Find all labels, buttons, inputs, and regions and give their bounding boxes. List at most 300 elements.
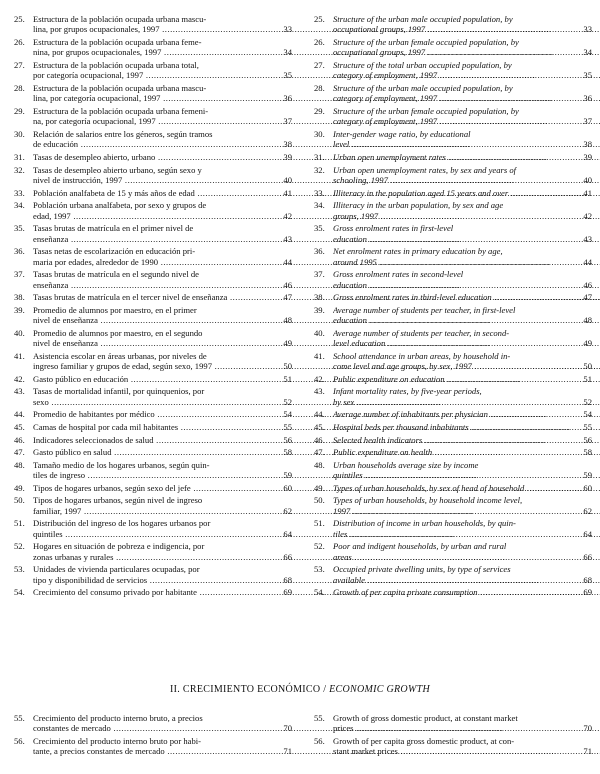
toc-entry xyxy=(314,386,592,407)
entry-page-number: 43 xyxy=(583,233,592,244)
entry-page-number: 54 xyxy=(583,409,592,420)
entry-number: 26. xyxy=(314,37,325,47)
entry-title xyxy=(333,713,600,734)
entry-page-number: 58 xyxy=(583,447,592,458)
toc-column-spanish-growth xyxy=(14,713,292,759)
entry-title xyxy=(333,223,600,244)
toc-entry xyxy=(314,188,592,198)
entry-number: 36. xyxy=(314,246,325,257)
toc-entry xyxy=(14,495,292,516)
entry-page-number: 58 xyxy=(283,447,292,458)
entry-page-number: 47 xyxy=(283,292,292,303)
entry-page-number: 64 xyxy=(583,528,592,539)
entry-number: 33. xyxy=(14,187,25,198)
entry-page-number: 68 xyxy=(283,574,292,585)
toc-column-english-growth xyxy=(314,713,592,759)
toc-entry xyxy=(314,37,592,58)
entry-title-line: prices ..... xyxy=(333,723,600,733)
entry-number: 42. xyxy=(314,373,325,384)
entry-title-line: edad, 1997 ..... xyxy=(33,211,463,221)
entry-title xyxy=(333,447,600,457)
entry-page-number: 70 xyxy=(583,723,592,734)
toc-entry xyxy=(314,305,592,326)
toc-entry xyxy=(14,713,292,734)
entry-page-number: 54 xyxy=(283,409,292,420)
entry-page-number: 71 xyxy=(583,746,592,757)
toc-entry xyxy=(14,564,292,585)
toc-entry xyxy=(314,14,592,35)
entry-title-line: Tasas brutas de matrícula en el primer nivel de xyxy=(33,223,194,234)
entry-title-line: Población analfabeta de 15 y más años de edad ..... xyxy=(33,188,587,198)
entry-title-line: enseñanza ..... xyxy=(33,234,460,244)
entry-title-line: Gross enrolment rates in second-level xyxy=(333,269,464,280)
entry-title xyxy=(333,351,600,372)
entry-title-line: Public expenditure on health ..... xyxy=(333,447,600,457)
entry-number: 47. xyxy=(314,447,325,458)
toc-entry xyxy=(314,165,592,186)
entry-page-number: 42 xyxy=(583,210,592,221)
entry-title-line: Inter-gender wage ratio, by educational xyxy=(333,129,471,139)
toc-entry xyxy=(14,106,292,127)
entry-number: 52. xyxy=(14,541,25,552)
entry-title-line: lina, por grupos ocupacionales, 1997 ..... xyxy=(33,24,551,34)
entry-title-line: Growth of per capita private consumption ..... xyxy=(333,587,600,597)
entry-number: 34. xyxy=(14,200,25,211)
entry-title-line: tipo y disponibilidad de servicios ..... xyxy=(33,575,539,585)
entry-page-number: 37 xyxy=(583,116,592,127)
entry-title-line: Average number of inhabitants per physician ..... xyxy=(333,409,600,419)
entry-title-line: Urban households average size by income xyxy=(333,459,479,470)
entry-title xyxy=(333,564,600,585)
entry-number: 42. xyxy=(14,373,25,384)
entry-page-number: 66 xyxy=(283,551,292,562)
entry-title-line: Public expenditure on education ..... xyxy=(333,374,600,384)
entry-page-number: 43 xyxy=(283,233,292,244)
toc-column-english xyxy=(314,14,592,600)
entry-page-number: 44 xyxy=(583,256,592,267)
entry-title-line: Distribution of income in urban households, by quin- xyxy=(333,518,516,529)
entry-title-line: Tasas brutas de matrícula en el tercer nivel de enseñanza ..... xyxy=(33,292,600,302)
entry-page-number: 62 xyxy=(283,505,292,516)
entry-title-line: Growth of gross domestic product, at constant market xyxy=(333,713,518,723)
toc-entry xyxy=(14,37,292,58)
entry-title xyxy=(333,292,600,302)
entry-number: 45. xyxy=(314,421,325,432)
entry-title-line: Tamaño medio de los hogares urbanos, según quin- xyxy=(33,459,210,470)
entry-title-line: by sex ..... xyxy=(333,397,600,407)
entry-page-number: 70 xyxy=(283,723,292,734)
entry-number: 36. xyxy=(14,246,25,257)
entry-title-line: Tasas de desempleo abierto, urbano ..... xyxy=(33,152,547,162)
entry-title-line: Illiteracy in the population aged 15 years and over ..... xyxy=(333,188,600,198)
entry-title-line: stant market prices ..... xyxy=(333,746,600,756)
entry-title xyxy=(333,541,600,562)
entry-page-number: 59 xyxy=(583,470,592,481)
entry-title-line: category of employment, 1997 ..... xyxy=(333,93,600,103)
entry-number: 34. xyxy=(314,200,325,211)
entry-number: 30. xyxy=(14,129,25,139)
entry-title xyxy=(333,736,600,757)
entry-title xyxy=(333,14,600,35)
entry-title-line: Indicadores seleccionados de salud ..... xyxy=(33,435,545,445)
entry-number: 38. xyxy=(314,292,325,303)
entry-page-number: 59 xyxy=(283,470,292,481)
entry-page-number: 34 xyxy=(283,47,292,58)
entry-number: 37. xyxy=(14,269,25,280)
entry-title-line: Gross enrolment rates in first-level xyxy=(333,223,454,234)
entry-title-line: constantes de mercado ..... xyxy=(33,723,503,733)
entry-number: 54. xyxy=(314,587,325,598)
entry-page-number: 60 xyxy=(283,482,292,493)
entry-title-line: Tasas netas de escolarización en educación pri- xyxy=(33,246,196,257)
entry-title-line: nina, por grupos ocupacionales, 1997 ..... xyxy=(33,47,553,57)
toc-column-spanish xyxy=(14,14,292,600)
entry-page-number: 40 xyxy=(283,175,292,185)
entry-title xyxy=(333,188,600,198)
entry-page-number: 33 xyxy=(583,24,592,35)
entry-title-line: education ..... xyxy=(333,315,600,325)
entry-title-line: quintiles ..... xyxy=(33,529,455,539)
entry-title-line: School attendance in urban areas, by household in- xyxy=(333,350,511,361)
entry-number: 43. xyxy=(314,386,325,397)
entry-number: 48. xyxy=(14,459,25,470)
entry-title-line: Structure of the urban male occupied population, by xyxy=(333,83,513,93)
toc-entry xyxy=(314,246,592,267)
entry-title-line: Crecimiento del producto interno bruto por habi- xyxy=(33,736,202,746)
toc-entry xyxy=(314,460,592,481)
entry-title-line: Asistencia escolar en áreas urbanas, por niveles de xyxy=(33,350,207,361)
entry-page-number: 50 xyxy=(283,361,292,372)
entry-number: 29. xyxy=(314,106,325,116)
entry-page-number: 37 xyxy=(283,116,292,127)
toc-entry xyxy=(14,60,292,81)
entry-title-line: Estructura de la población ocupada urbana mascu- xyxy=(33,14,207,24)
entry-title xyxy=(333,483,600,493)
entry-number: 25. xyxy=(14,14,25,24)
entry-title xyxy=(333,518,600,539)
entry-page-number: 66 xyxy=(583,551,592,562)
entry-number: 27. xyxy=(14,60,25,70)
toc-entry xyxy=(314,328,592,349)
entry-title-line: groups, 1997 ..... xyxy=(333,211,600,221)
entry-title xyxy=(333,152,600,162)
entry-title-line: sexo ..... xyxy=(33,397,441,407)
entry-number: 32. xyxy=(14,164,25,175)
section-title-es: II. CRECIMIENTO ECONÓMICO xyxy=(170,684,321,695)
entry-page-number: 55 xyxy=(583,421,592,432)
entry-number: 38. xyxy=(14,292,25,303)
entry-title-line: Distribución del ingreso de los hogares urbanos por xyxy=(33,518,211,529)
entry-title xyxy=(333,269,600,290)
toc-entry xyxy=(14,518,292,539)
entry-number: 44. xyxy=(314,409,325,420)
toc-entry xyxy=(14,422,292,432)
entry-title-line: Estructura de la población ocupada urbana mascu- xyxy=(33,83,207,93)
toc-entry xyxy=(14,483,292,493)
entry-title-line: available ..... xyxy=(333,575,600,585)
entry-number: 56. xyxy=(14,736,25,746)
entry-number: 35. xyxy=(314,223,325,234)
toc-entry xyxy=(14,587,292,597)
entry-page-number: 38 xyxy=(583,139,592,150)
entry-title xyxy=(333,305,600,326)
entry-page-number: 41 xyxy=(583,187,592,198)
entry-page-number: 69 xyxy=(283,587,292,598)
entry-page-number: 34 xyxy=(583,47,592,58)
entry-title-line: level ..... xyxy=(333,139,600,149)
entry-title-line: na, por categoría ocupacional, 1997 ..... xyxy=(33,116,548,126)
entry-number: 28. xyxy=(14,83,25,93)
toc-entry xyxy=(14,129,292,150)
toc-entry xyxy=(14,541,292,562)
toc-entry xyxy=(314,83,592,104)
toc-entry xyxy=(314,495,592,516)
entry-page-number: 51 xyxy=(583,373,592,384)
toc-entry xyxy=(14,246,292,267)
entry-title-line: occupational groups, 1997 ..... xyxy=(333,24,600,34)
toc-entry xyxy=(14,223,292,244)
entry-number: 54. xyxy=(14,587,25,598)
entry-page-number: 38 xyxy=(283,139,292,150)
entry-page-number: 52 xyxy=(583,396,592,407)
entry-page-number: 56 xyxy=(583,434,592,445)
entry-number: 44. xyxy=(14,409,25,420)
entry-number: 50. xyxy=(14,495,25,506)
entry-title xyxy=(333,246,600,267)
toc-entry xyxy=(314,60,592,81)
toc-entry xyxy=(314,152,592,162)
entry-title-line: Crecimiento del consumo privado por habitante ..... xyxy=(33,587,589,597)
entry-title-line: level education ..... xyxy=(333,338,600,348)
entry-page-number: 52 xyxy=(283,396,292,407)
toc-entry xyxy=(14,83,292,104)
toc-entry xyxy=(314,587,592,597)
entry-number: 51. xyxy=(14,518,25,529)
entry-title xyxy=(333,129,600,150)
toc-entry xyxy=(314,351,592,372)
entry-title xyxy=(333,106,600,127)
entry-title xyxy=(333,165,600,186)
entry-title xyxy=(333,386,600,407)
entry-number: 45. xyxy=(14,421,25,432)
entry-number: 43. xyxy=(14,386,25,397)
entry-number: 46. xyxy=(314,434,325,445)
entry-number: 37. xyxy=(314,269,325,280)
entry-number: 30. xyxy=(314,129,325,139)
entry-title-line: tante, a precios constantes de mercado ..... xyxy=(33,746,557,756)
entry-title-line: areas ..... xyxy=(333,552,600,562)
entry-page-number: 69 xyxy=(583,587,592,598)
entry-page-number: 33 xyxy=(283,24,292,35)
entry-number: 40. xyxy=(14,327,25,338)
entry-number: 53. xyxy=(314,564,325,575)
entry-title-line: 1997 ..... xyxy=(333,506,600,516)
toc-entry xyxy=(14,351,292,372)
entry-number: 56. xyxy=(314,736,325,746)
toc-entry xyxy=(314,447,592,457)
entry-page-number: 36 xyxy=(583,93,592,104)
entry-title-line: Occupied private dwelling units, by type of services xyxy=(333,564,511,575)
entry-page-number: 39 xyxy=(583,152,592,162)
entry-title-line: schooling, 1997 ..... xyxy=(333,175,600,185)
entry-title-line: Unidades de vivienda particulares ocupadas, por xyxy=(33,564,200,575)
entry-title-line: Tasas de mortalidad infantil, por quinquenios, por xyxy=(33,386,205,397)
entry-title xyxy=(333,328,600,349)
toc-entry xyxy=(314,269,592,290)
entry-number: 40. xyxy=(314,327,325,338)
entry-title-line: maria por edades, alrededor de 1990 ..... xyxy=(33,257,550,267)
toc-entry xyxy=(314,518,592,539)
toc-entry xyxy=(14,305,292,326)
entry-number: 31. xyxy=(14,152,25,162)
entry-number: 52. xyxy=(314,541,325,552)
toc-entry xyxy=(314,409,592,419)
entry-title-line: Crecimiento del producto interno bruto, a precios xyxy=(33,713,203,723)
toc-entry xyxy=(314,106,592,127)
entry-title-line: Estructura de la población ocupada urbana total, xyxy=(33,60,199,70)
entry-number: 33. xyxy=(314,187,325,198)
entry-page-number: 46 xyxy=(283,279,292,290)
toc-entry xyxy=(14,152,292,162)
entry-title-line: education ..... xyxy=(333,234,600,244)
entry-title-line: Estructura de la población ocupada urbana femeni- xyxy=(33,106,209,116)
entry-title-line: Gasto público en educación ..... xyxy=(33,374,520,384)
toc-entry xyxy=(314,564,592,585)
entry-title xyxy=(333,587,600,597)
entry-title-line: Promedio de alumnos por maestro, en el primer xyxy=(33,304,197,315)
toc-entry xyxy=(314,223,592,244)
entry-title xyxy=(333,83,600,104)
entry-title-line: Types of urban households, by sex of head of household ..... xyxy=(333,483,600,493)
toc-entry xyxy=(314,713,592,734)
entry-page-number: 51 xyxy=(283,373,292,384)
entry-title-line: Urban open unemployment rates ..... xyxy=(333,152,600,162)
entry-title-line: Growth of per capita gross domestic product, at con- xyxy=(333,736,515,746)
entry-page-number: 71 xyxy=(283,746,292,757)
entry-title-line: Gross enrolment rates in third-level education ..... xyxy=(333,292,600,302)
entry-title-line: Poor and indigent households, by urban and rural xyxy=(333,541,507,552)
entry-title-line: around 1995 ..... xyxy=(333,257,600,267)
entry-title xyxy=(333,60,600,81)
entry-title-line: Tasas de desempleo abierto urbano, según sexo y xyxy=(33,164,202,175)
entry-title-line: Hospital beds per thousand inhabitants ..... xyxy=(333,422,600,432)
entry-number: 26. xyxy=(14,37,25,47)
entry-title-line: nivel de enseñanza ..... xyxy=(33,315,490,325)
entry-title xyxy=(333,435,600,445)
toc-entry xyxy=(14,374,292,384)
entry-title xyxy=(333,460,600,481)
toc-entry xyxy=(314,541,592,562)
entry-page-number: 42 xyxy=(283,210,292,221)
toc-entry xyxy=(314,736,592,757)
entry-title-line: quintiles ..... xyxy=(333,470,600,480)
toc-entry xyxy=(14,200,292,221)
entry-title-line: Structure of the total urban occupied population, by xyxy=(333,60,512,70)
entry-page-number: 36 xyxy=(283,93,292,104)
toc-entry xyxy=(314,129,592,150)
entry-title-line: category of employment, 1997 ..... xyxy=(333,116,600,126)
section-title xyxy=(0,684,600,695)
toc-entry xyxy=(14,386,292,407)
entry-number: 31. xyxy=(314,152,325,162)
entry-page-number: 64 xyxy=(283,528,292,539)
entry-page-number: 35 xyxy=(583,70,592,81)
entry-page-number: 48 xyxy=(283,315,292,326)
entry-title-line: Types of urban households, by household income level, xyxy=(333,495,523,506)
entry-title-line: Población urbana analfabeta, por sexo y grupos de xyxy=(33,200,207,211)
entry-title-line: familiar, 1997 ..... xyxy=(33,506,473,516)
entry-page-number: 50 xyxy=(583,361,592,372)
entry-title-line: Urban open unemployment rates, by sex and years of xyxy=(333,164,517,175)
entry-page-number: 49 xyxy=(283,338,292,349)
entry-title-line: Tipos de hogares urbanos, según nivel de ingreso xyxy=(33,495,203,506)
entry-title-line: por categoría ocupacional, 1997 ..... xyxy=(33,70,535,80)
section-title-separator: / xyxy=(320,684,330,695)
entry-title xyxy=(333,374,600,384)
entry-page-number: 46 xyxy=(583,279,592,290)
entry-page-number: 40 xyxy=(583,175,592,185)
entry-number: 32. xyxy=(314,164,325,175)
entry-number: 55. xyxy=(314,713,325,723)
entry-title-line: ingreso familiar y grupos de edad, según sexo, 1997 ..... xyxy=(33,361,600,371)
entry-page-number: 60 xyxy=(583,482,592,493)
entry-number: 41. xyxy=(14,350,25,361)
toc-entry xyxy=(314,200,592,221)
entry-title-line: nivel de instrucción, 1997 ..... xyxy=(33,175,514,185)
entry-title-line: Average number of students per teacher, in second- xyxy=(333,327,510,338)
section-title-en: ECONOMIC GROWTH xyxy=(329,684,430,695)
entry-title-line: Promedio de habitantes por médico ..... xyxy=(33,409,547,419)
entry-page-number: 49 xyxy=(583,338,592,349)
entry-page-number: 41 xyxy=(283,187,292,198)
toc-entry xyxy=(14,447,292,457)
toc-entry xyxy=(14,460,292,481)
toc-entry xyxy=(14,736,292,757)
entry-title-line: education ..... xyxy=(333,280,600,290)
entry-page-number: 68 xyxy=(583,574,592,585)
entry-number: 39. xyxy=(14,304,25,315)
toc-entry xyxy=(14,328,292,349)
entry-title xyxy=(333,200,600,221)
entry-number: 50. xyxy=(314,495,325,506)
entry-number: 48. xyxy=(314,459,325,470)
entry-page-number: 44 xyxy=(283,256,292,267)
toc-entry xyxy=(314,422,592,432)
entry-title-line: Promedio de alumnos por maestro, en el segundo xyxy=(33,327,203,338)
entry-title xyxy=(333,422,600,432)
entry-title-line: enseñanza ..... xyxy=(33,280,460,290)
entry-title-line: Tasas brutas de matrícula en el segundo nivel de xyxy=(33,269,199,280)
entry-page-number: 48 xyxy=(583,315,592,326)
entry-title-line: Average number of students per teacher, in first-level xyxy=(333,304,516,315)
entry-title-line: Structure of the urban female occupied population, by xyxy=(333,106,519,116)
entry-title xyxy=(333,37,600,58)
entry-title-line: de educación ..... xyxy=(33,139,470,149)
toc-entry xyxy=(314,483,592,493)
entry-number: 29. xyxy=(14,106,25,116)
entry-title-line: Infant mortality rates, by five-year periods, xyxy=(333,386,482,397)
entry-number: 55. xyxy=(14,713,25,723)
entry-page-number: 39 xyxy=(283,152,292,162)
entry-title-line: Net enrolment rates in primary education by age, xyxy=(333,246,503,257)
entry-page-number: 55 xyxy=(283,421,292,432)
entry-title-line: tiles de ingreso ..... xyxy=(33,470,477,480)
entry-title-line: lina, por categoría ocupacional, 1997 ..... xyxy=(33,93,552,103)
entry-title-line: Structure of the urban female occupied population, by xyxy=(333,37,519,47)
entry-number: 27. xyxy=(314,60,325,70)
entry-title-line: Gasto público en salud ..... xyxy=(33,447,504,457)
toc-entry xyxy=(14,188,292,198)
